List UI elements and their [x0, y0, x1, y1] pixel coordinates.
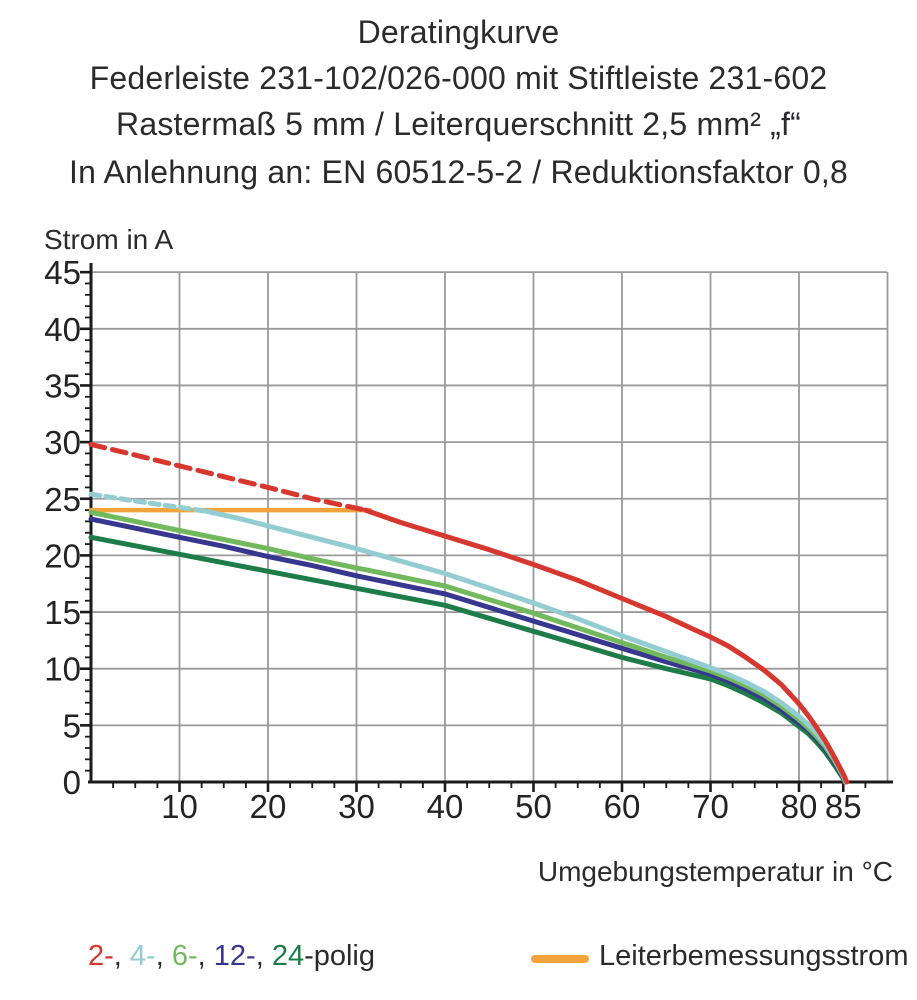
- legend-separator: ,: [197, 940, 214, 972]
- legend-pole-4: 4-: [129, 940, 156, 972]
- title-subline-spec: Rastermaß 5 mm / Leiterquerschnitt 2,5 mm² „f“: [116, 106, 801, 142]
- legend-pole-2: 2-: [88, 940, 114, 972]
- legend-suffix: -polig: [304, 940, 376, 972]
- x-axis-title: Umgebungstemperatur in °C: [537, 856, 893, 887]
- legend-separator: ,: [155, 940, 172, 972]
- x-tick-label: 60: [603, 788, 641, 825]
- y-tick-label: 25: [44, 480, 81, 518]
- curve-24-polig: [91, 537, 845, 782]
- legend-pole-12: 12-: [213, 940, 256, 972]
- rating-current-swatch: [531, 955, 589, 963]
- y-tick-label: 0: [62, 764, 81, 801]
- legend-separator: ,: [113, 940, 130, 972]
- y-tick-label: 5: [62, 707, 81, 745]
- y-tick-label: 15: [44, 594, 81, 632]
- x-tick-label: 30: [338, 788, 375, 825]
- y-tick-label: 10: [44, 650, 81, 688]
- rating-current-label: Leiterbemessungsstrom: [599, 940, 909, 972]
- y-axis-title: Strom in A: [44, 224, 174, 255]
- y-tick-label: 35: [44, 367, 81, 405]
- x-tick-label: 85: [824, 788, 862, 825]
- curve-2-polig: [91, 444, 365, 510]
- chart-title: Deratingkurve: [357, 14, 560, 50]
- x-tick-label: 20: [249, 788, 287, 825]
- x-tick-label: 10: [161, 788, 198, 825]
- x-tick-label: 80: [780, 788, 818, 825]
- x-tick-label: 70: [692, 788, 729, 825]
- legend-pole-counts: [88, 940, 375, 973]
- x-tick-label: 50: [515, 788, 552, 825]
- title-subline-parts: Federleiste 231-102/026-000 mit Stiftleiste 231-602: [89, 60, 828, 96]
- curve-2-polig: [365, 510, 847, 782]
- x-tick-label: 40: [426, 788, 464, 825]
- legend-separator: ,: [255, 940, 272, 972]
- legend-pole-24: 24: [271, 940, 305, 972]
- y-tick-label: 40: [44, 310, 81, 348]
- y-tick-label: 30: [44, 424, 81, 462]
- y-tick-label: 45: [44, 254, 81, 292]
- y-tick-label: 20: [44, 537, 81, 575]
- legend-pole-6: 6-: [171, 940, 198, 972]
- curve-4-polig: [206, 511, 846, 782]
- title-subline-norm: In Anlehnung an: EN 60512-5-2 / Reduktionsfaktor 0,8: [69, 154, 848, 190]
